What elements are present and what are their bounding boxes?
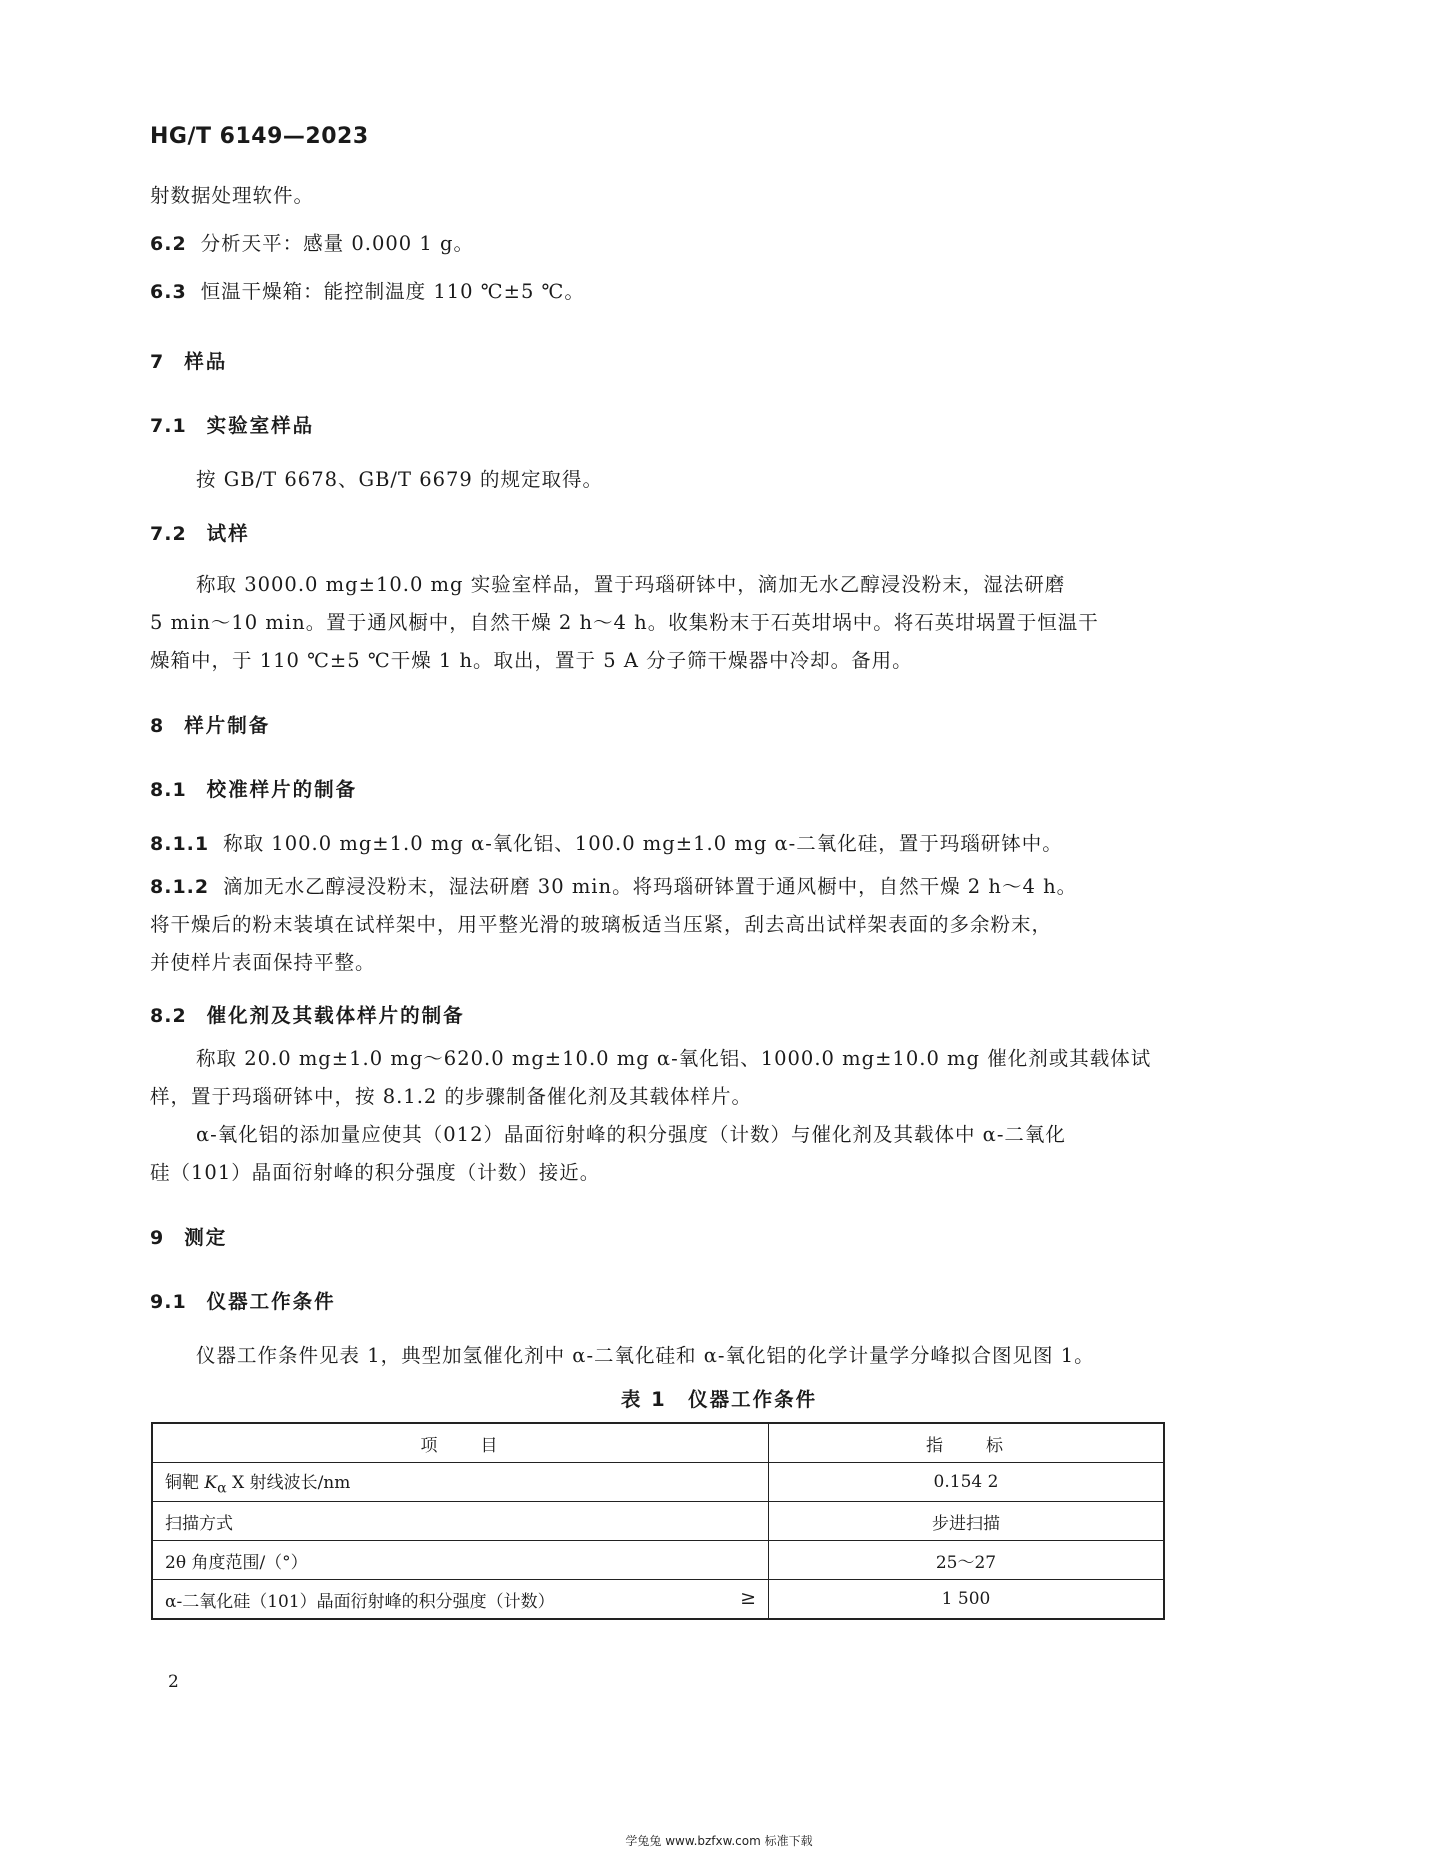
instrument-conditions-table [151, 1422, 1165, 1620]
subsection-title: 校准样片的制备 [206, 778, 358, 801]
standard-code: HG/T 6149—2023 [150, 124, 369, 149]
table-cell-value: 1 500 [769, 1580, 1165, 1620]
paragraph-line: 称取 20.0 mg±1.0 mg～620.0 mg±10.0 mg α-氧化铝、1000.0 mg±10.0 mg 催化剂或其载体试 [196, 1047, 1152, 1070]
clause-6-3 [150, 276, 585, 304]
subsection-number: 8.2 [150, 1005, 187, 1027]
column-header-item: 项 目 [152, 1423, 769, 1463]
paragraph-line: 硅（101）晶面衍射峰的积分强度（计数）接近。 [150, 1161, 601, 1184]
table-header-row [152, 1423, 1164, 1463]
clause-text: 恒温干燥箱：能控制温度 110 ℃±5 ℃。 [200, 280, 585, 303]
paragraph-line [150, 868, 1077, 906]
paragraph-line: 并使样片表面保持平整。 [150, 951, 376, 974]
section-number: 9 [150, 1227, 165, 1249]
section-7-heading [150, 346, 227, 374]
table-row [152, 1541, 1164, 1580]
continuation-line: 射数据处理软件。 [150, 184, 315, 207]
subsection-8-2-heading [150, 1000, 465, 1028]
table-cell-item: 铜靶 $K_\alpha$ X 射线波长/nm [152, 1463, 769, 1502]
subsection-title: 试样 [206, 522, 250, 545]
page-number: 2 [168, 1672, 179, 1692]
section-8-heading [150, 710, 270, 738]
paragraph-8-2 [150, 1040, 1151, 1192]
clause-text: 称取 100.0 mg±1.0 mg α-氧化铝、100.0 mg±1.0 mg α-二氧化硅，置于玛瑙研钵中。 [223, 832, 1063, 855]
table-cell-value: 25～27 [769, 1541, 1165, 1580]
subsection-title: 实验室样品 [206, 414, 315, 437]
footer-watermark: 学兔兔 www.bzfxw.com 标准下载 [625, 1834, 813, 1848]
subsection-7-1-heading [150, 410, 314, 438]
section-9-heading [150, 1222, 227, 1250]
paragraph-9-1: 仪器工作条件见表 1，典型加氢催化剂中 α-二氧化硅和 α-氧化铝的化学计量学分峰拟合图见图 1。 [196, 1344, 1095, 1367]
table-cell-item: α-二氧化硅（101）晶面衍射峰的积分强度（计数） ≥ [152, 1580, 769, 1620]
subsection-title: 催化剂及其载体样片的制备 [206, 1004, 465, 1027]
clause-number: 6.3 [150, 281, 187, 303]
subsection-7-2-heading [150, 518, 250, 546]
section-number: 7 [150, 351, 165, 373]
subsection-title: 仪器工作条件 [206, 1290, 336, 1313]
clause-number: 8.1.2 [150, 876, 210, 898]
paragraph-line: 燥箱中，于 110 ℃±5 ℃干燥 1 h。取出，置于 5 A 分子筛干燥器中冷却。备用。 [150, 649, 913, 672]
clause-text: 滴加无水乙醇浸没粉末，湿法研磨 30 min。将玛瑙研钵置于通风橱中，自然干燥 2 h～4 h。 [223, 875, 1078, 898]
geq-symbol: ≥ [740, 1586, 756, 1609]
paragraph-line: α-氧化铝的添加量应使其（012）晶面衍射峰的积分强度（计数）与催化剂及其载体中 α-二氧化 [196, 1123, 1066, 1146]
subsection-8-1-heading [150, 774, 357, 802]
paragraph-7-1: 按 GB/T 6678、GB/T 6679 的规定取得。 [196, 468, 604, 491]
column-header-value: 指 标 [769, 1423, 1165, 1463]
clause-number: 6.2 [150, 233, 187, 255]
paragraph-7-2 [150, 566, 1099, 680]
clause-number: 8.1.1 [150, 833, 210, 855]
section-title: 测定 [184, 1226, 228, 1249]
paragraph-line: 将干燥后的粉末装填在试样架中，用平整光滑的玻璃板适当压紧，刮去高出试样架表面的多余粉末， [150, 913, 1053, 936]
subsection-9-1-heading [150, 1286, 336, 1314]
subsection-number: 9.1 [150, 1291, 187, 1313]
clause-6-2 [150, 228, 474, 256]
paragraph-line: 称取 3000.0 mg±10.0 mg 实验室样品，置于玛瑙研钵中，滴加无水乙醇浸没粉末，湿法研磨 [196, 573, 1066, 596]
table-row [152, 1463, 1164, 1502]
table-cell-item: 扫描方式 [152, 1502, 769, 1541]
table-cell-item: 2θ 角度范围/（°） [152, 1541, 769, 1580]
table-cell-value: 0.154 2 [769, 1463, 1165, 1502]
section-number: 8 [150, 715, 165, 737]
table-cell-value: 步进扫描 [769, 1502, 1165, 1541]
paragraph-line: 样，置于玛瑙研钵中，按 8.1.2 的步骤制备催化剂及其载体样片。 [150, 1085, 753, 1108]
clause-text: 分析天平：感量 0.000 1 g。 [200, 232, 474, 255]
table-row [152, 1502, 1164, 1541]
subsection-number: 7.2 [150, 523, 187, 545]
table-row [152, 1580, 1164, 1620]
section-title: 样品 [184, 350, 228, 373]
section-title: 样片制备 [184, 714, 271, 737]
subsection-number: 7.1 [150, 415, 187, 437]
subsection-number: 8.1 [150, 779, 187, 801]
table-title: 表 1 仪器工作条件 [620, 1388, 818, 1411]
clause-8-1-1 [150, 828, 1063, 856]
clause-8-1-2 [150, 868, 1077, 982]
paragraph-line: 5 min～10 min。置于通风橱中，自然干燥 2 h～4 h。收集粉末于石英坩埚中。将石英坩埚置于恒温干 [150, 611, 1099, 634]
